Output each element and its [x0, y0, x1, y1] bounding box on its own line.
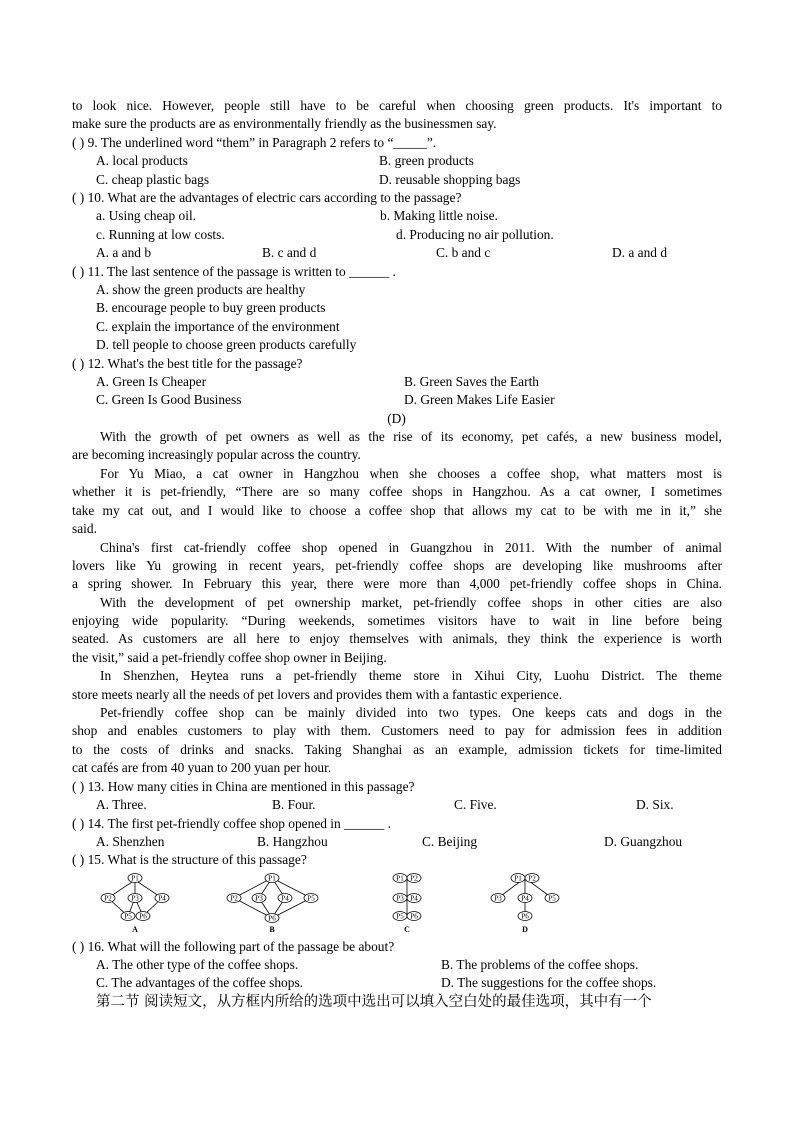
question-14-stem: ( ) 14. The first pet-friendly coffee shop opened in ______ .: [72, 816, 391, 831]
diagram-c-node-label: P6: [410, 912, 418, 921]
question-12-stem: ( ) 12. What's the best title for the passage?: [72, 356, 303, 371]
passage-d-p5-line: In Shenzhen, Heytea runs a pet-friendly theme store in Xihui City, Luohu District. The theme: [100, 668, 722, 683]
q14-option-b[interactable]: B. Hangzhou: [257, 834, 328, 849]
diagram-c-node-label: P4: [410, 894, 418, 903]
q16-option-a[interactable]: A. The other type of the coffee shops.: [96, 957, 299, 972]
passage-d-p6-line: to the costs of drinks and snacks. Taking Shanghai as an example, admission tickets for time-limited: [72, 742, 722, 757]
q16-option-b[interactable]: B. The problems of the coffee shops.: [441, 957, 639, 972]
q10-statement-c: c. Running at low costs.: [96, 227, 225, 242]
question-15-stem: ( ) 15. What is the structure of this passage?: [72, 852, 307, 867]
q13-option-c[interactable]: C. Five.: [454, 797, 497, 812]
passage-d-p3-line: China's first cat-friendly coffee shop opened in Guangzhou in 2011. With the number of animal: [100, 540, 722, 555]
passage-d-p4-line: enjoying wide popularity. “During weekends, sometimes visitors have to wait in line before being: [72, 613, 722, 628]
diagram-a-node-label: P3: [131, 894, 139, 903]
q14-option-c[interactable]: C. Beijing: [422, 834, 478, 849]
q12-option-d[interactable]: D. Green Makes Life Easier: [404, 392, 555, 407]
q13-option-d[interactable]: D. Six.: [636, 797, 674, 812]
diagram-a-node-label: P6: [139, 912, 147, 921]
diagram-c-label: C: [404, 925, 410, 934]
q11-option-d[interactable]: D. tell people to choose green products carefully: [96, 337, 357, 352]
q11-option-c[interactable]: C. explain the importance of the environment: [96, 319, 340, 334]
q10-statement-d: d. Producing no air pollution.: [396, 227, 554, 242]
diagram-d-node-label: P4: [521, 894, 529, 903]
diagram-c-node-label: P1: [396, 874, 404, 883]
diagram-b-node-label: P5: [307, 894, 315, 903]
q14-option-a[interactable]: A. Shenzhen: [96, 834, 165, 849]
q16-option-d[interactable]: D. The suggestions for the coffee shops.: [441, 975, 657, 990]
diagram-b-label: B: [269, 925, 275, 934]
diagram-c-node-label: P3: [396, 894, 404, 903]
q16-option-c[interactable]: C. The advantages of the coffee shops.: [96, 975, 303, 990]
passage-d-p6-line: Pet-friendly coffee shop can be mainly divided into two types. One keeps cats and dogs in the: [100, 705, 722, 720]
diagram-d-node-label: P5: [548, 894, 556, 903]
q10-statement-a: a. Using cheap oil.: [96, 208, 197, 223]
question-10-stem: ( ) 10. What are the advantages of electric cars according to the passage?: [72, 190, 462, 205]
question-9-stem: ( ) 9. The underlined word “them” in Paragraph 2 refers to “_____”.: [72, 135, 437, 150]
passage-d-p3-line: lovers like Yu growing in recent years, pet-friendly coffee shops are developing like mushrooms after: [72, 558, 722, 573]
passage-d-p4-line: the visit,” said a pet-friendly coffee shop owner in Beijing.: [72, 650, 387, 665]
q9-option-c[interactable]: C. cheap plastic bags: [96, 172, 210, 187]
q10-option-c[interactable]: C. b and c: [436, 245, 491, 260]
q13-option-a[interactable]: A. Three.: [96, 797, 147, 812]
q12-option-b[interactable]: B. Green Saves the Earth: [404, 374, 539, 389]
structure-diagrams: [90, 868, 710, 936]
q11-option-b[interactable]: B. encourage people to buy green products: [96, 300, 326, 315]
q10-option-a[interactable]: A. a and b: [96, 245, 152, 260]
passage-d-p1-line: With the growth of pet owners as well as the rise of its economy, pet cafés, a new business model,: [100, 429, 722, 444]
q10-option-d[interactable]: D. a and d: [612, 245, 668, 260]
q10-statement-b: b. Making little noise.: [380, 208, 498, 223]
q14-option-d[interactable]: D. Guangzhou: [604, 834, 683, 849]
diagram-b-node-label: P1: [268, 874, 276, 883]
diagram-b-node-label: P2: [230, 894, 238, 903]
q10-option-b[interactable]: B. c and d: [262, 245, 317, 260]
diagram-d-label: D: [522, 925, 528, 934]
question-11-stem: ( ) 11. The last sentence of the passage is written to ______ .: [72, 264, 396, 279]
passage-d-p6-line: shop and enables customers to play with them. Customers need to pay for admission fees in addition: [72, 723, 722, 738]
diagram-c-node-label: P5: [396, 912, 404, 921]
question-13-stem: ( ) 13. How many cities in China are mentioned in this passage?: [72, 779, 415, 794]
q13-option-b[interactable]: B. Four.: [272, 797, 316, 812]
diagram-b-node-label: P3: [255, 894, 263, 903]
diagram-a-node-label: P4: [158, 894, 166, 903]
passage-d-p5-line: store meets nearly all the needs of pet lovers and provides them with a fantastic experience.: [72, 687, 563, 702]
passage-d-p2-line: For Yu Miao, a cat owner in Hangzhou when she chooses a coffee shop, what matters most is: [100, 466, 722, 481]
passage-d-p1-line: are becoming increasingly popular across the country.: [72, 447, 361, 462]
diagram-b-node-label: P6: [268, 914, 276, 923]
passage-d-p2-line: whether it is pet-friendly, “There are so many coffee shops in Hangzhou. As a cat owner, I sometimes: [72, 484, 722, 499]
passage-d-p4-line: With the development of pet ownership market, pet-friendly coffee shops in other cities are also: [100, 595, 722, 610]
q12-option-a[interactable]: A. Green Is Cheaper: [96, 374, 207, 389]
passage-d-p2-line: take my cat out, and I would like to choose a coffee shop that allows my cat to be with me in it,” she: [72, 503, 722, 518]
passage-c-line: make sure the products are as environmentally friendly as the businessmen say.: [72, 116, 497, 131]
q12-option-c[interactable]: C. Green Is Good Business: [96, 392, 242, 407]
question-16-stem: ( ) 16. What will the following part of the passage be about?: [72, 939, 395, 954]
diagram-c-node-label: P2: [410, 874, 418, 883]
diagram-b-node-label: P4: [281, 894, 289, 903]
q9-option-b[interactable]: B. green products: [379, 153, 474, 168]
diagram-d-node-label: P6: [521, 912, 529, 921]
q11-option-a[interactable]: A. show the green products are healthy: [96, 282, 306, 297]
diagram-d-node-label: P1: [514, 874, 522, 883]
passage-d-p2-line: said.: [72, 521, 97, 536]
q9-option-a[interactable]: A. local products: [96, 153, 188, 168]
q9-option-d[interactable]: D. reusable shopping bags: [379, 172, 521, 187]
passage-d-p6-line: cat cafés are from 40 yuan to 200 yuan per hour.: [72, 760, 332, 775]
diagram-a-node-label: P1: [131, 874, 139, 883]
section-2-heading: 第二节 阅读短文，从方框内所给的选项中选出可以填入空白处的最佳选项，其中有一个: [96, 994, 652, 1010]
diagram-d-node-label: P2: [528, 874, 536, 883]
diagram-a-node-label: P2: [104, 894, 112, 903]
section-d-label: (D): [387, 411, 406, 426]
diagram-a-label: A: [132, 925, 138, 934]
passage-c-line: to look nice. However, people still have to be careful when choosing green products. It's important to: [72, 98, 722, 113]
diagram-a-node-label: P5: [124, 912, 132, 921]
passage-d-p3-line: a spring shower. In February this year, there were more than 4,000 pet-friendly coffee shops in China.: [72, 576, 722, 591]
diagram-d-node-label: P3: [494, 894, 502, 903]
passage-d-p4-line: seated. As customers are all here to enjoy themselves with animals, they think the experience is worth: [72, 631, 722, 646]
